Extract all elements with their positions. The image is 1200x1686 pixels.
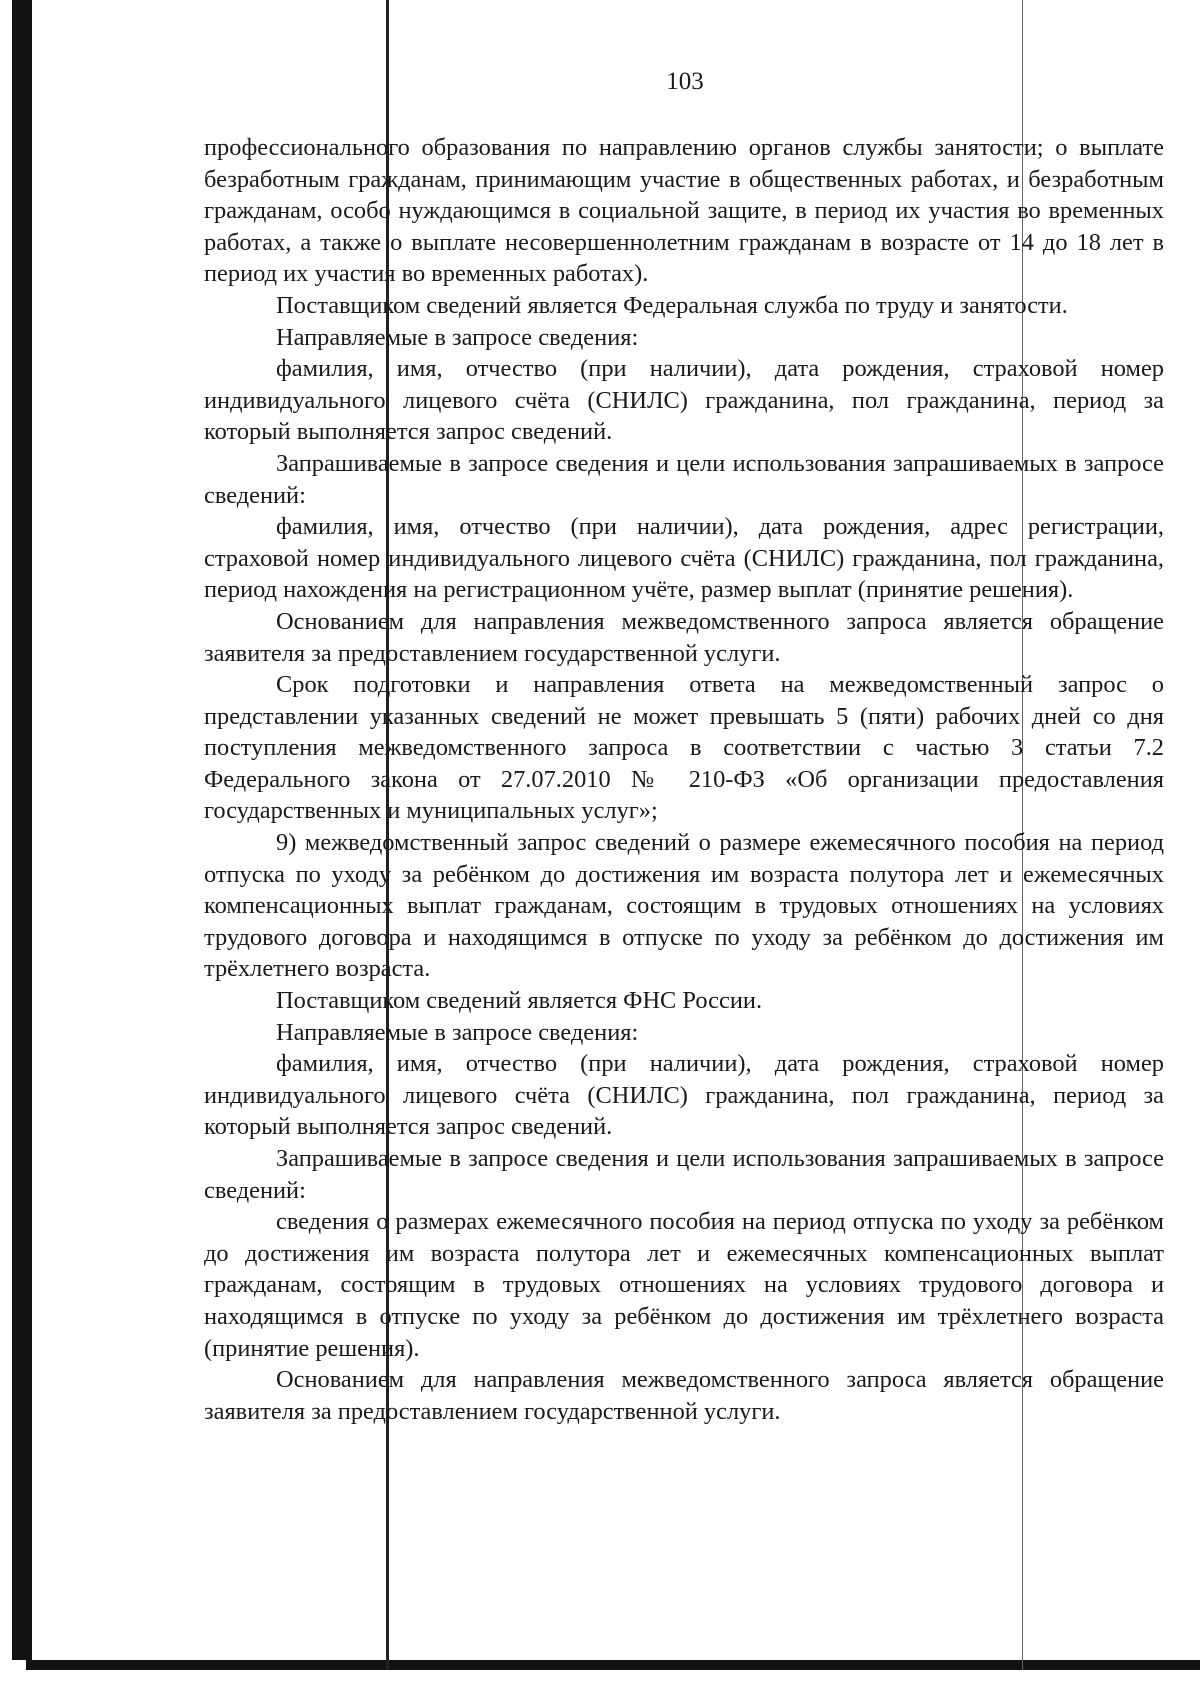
paragraph: Поставщиком сведений является Федеральная служба по труду и занятости. [276, 291, 1068, 319]
paragraph: фамилия, имя, отчество (при наличии), дата рождения, адрес регистрации, страховой номер индивидуального лицевого счёта (СНИЛС) гражданина, пол гражданина, период нахождения на регистрационном учёте, размер выплат (принятие решения). [204, 513, 1164, 604]
paragraph: Поставщиком сведений является ФНС России. [276, 987, 763, 1015]
document-body [204, 132, 1164, 1427]
paragraph: Направляемые в запросе сведения: [276, 1018, 639, 1046]
paragraph: 9) межведомственный запрос сведений о размере ежемесячного пособия на период отпуска по уходу за ребёнком до достижения им возраста полутора лет и ежемесячных компенсационных выплат гражданам, состоящим в трудовых отношениях на условиях трудового договора и находящимся в отпуске по уходу за ребёнком до достижения им трёхлетнего возраста. [204, 829, 1164, 983]
paragraph: Запрашиваемые в запросе сведения и цели использования запрашиваемых в запросе сведений: [204, 449, 1164, 509]
paragraph: Основанием для направления межведомственного запроса является обращение заявителя за предоставлением государственной услуги. [204, 1366, 1164, 1425]
paragraph: сведения о размерах ежемесячного пособия на период отпуска по уходу за ребёнком до достижения им возраста полутора лет и ежемесячных компенсационных выплат гражданам, состоящим в трудовых отношениях на условиях трудового договора и находящимся в отпуске по уходу за ребёнком до достижения им трёхлетнего возраста (принятие решения). [204, 1208, 1164, 1362]
paragraph: профессионального образования по направлению органов службы занятости; о выплате безработным гражданам, принимающим участие в общественных работах, и безработным гражданам, особо нуждающимся в социальной защите, в период их участия во временных работах, а также о выплате несовершеннолетним гражданам в возрасте от 14 до 18 лет в период их участия во временных работах). [204, 134, 1164, 288]
paragraph: фамилия, имя, отчество (при наличии), дата рождения, страховой номер индивидуального лицевого счёта (СНИЛС) гражданина, пол гражданина, период за который выполняется запрос сведений. [204, 1050, 1164, 1141]
paragraph: Направляемые в запросе сведения: [276, 323, 639, 351]
paragraph: Срок подготовки и направления ответа на межведомственный запрос о представлении указанных сведений не может превышать 5 (пяти) рабочих дней со дня поступления межведомственного запроса в соответствии с частью 3 статьи 7.2 Федерального закона от 27.07.2010 № 210-ФЗ «Об организации предоставления государственных и муниципальных услуг»; [204, 671, 1164, 825]
scan-border-bottom [26, 1660, 1200, 1670]
paragraph: фамилия, имя, отчество (при наличии), дата рождения, страховой номер индивидуального лицевого счёта (СНИЛС) гражданина, пол гражданина, период за который выполняется запрос сведений. [204, 355, 1164, 446]
scan-border-left [12, 0, 32, 1660]
paragraph: Основанием для направления межведомственного запроса является обращение заявителя за предоставлением государственной услуги. [204, 607, 1164, 667]
paragraph: Запрашиваемые в запросе сведения и цели использования запрашиваемых в запросе сведений: [204, 1145, 1164, 1204]
page-number: 103 [666, 68, 704, 95]
